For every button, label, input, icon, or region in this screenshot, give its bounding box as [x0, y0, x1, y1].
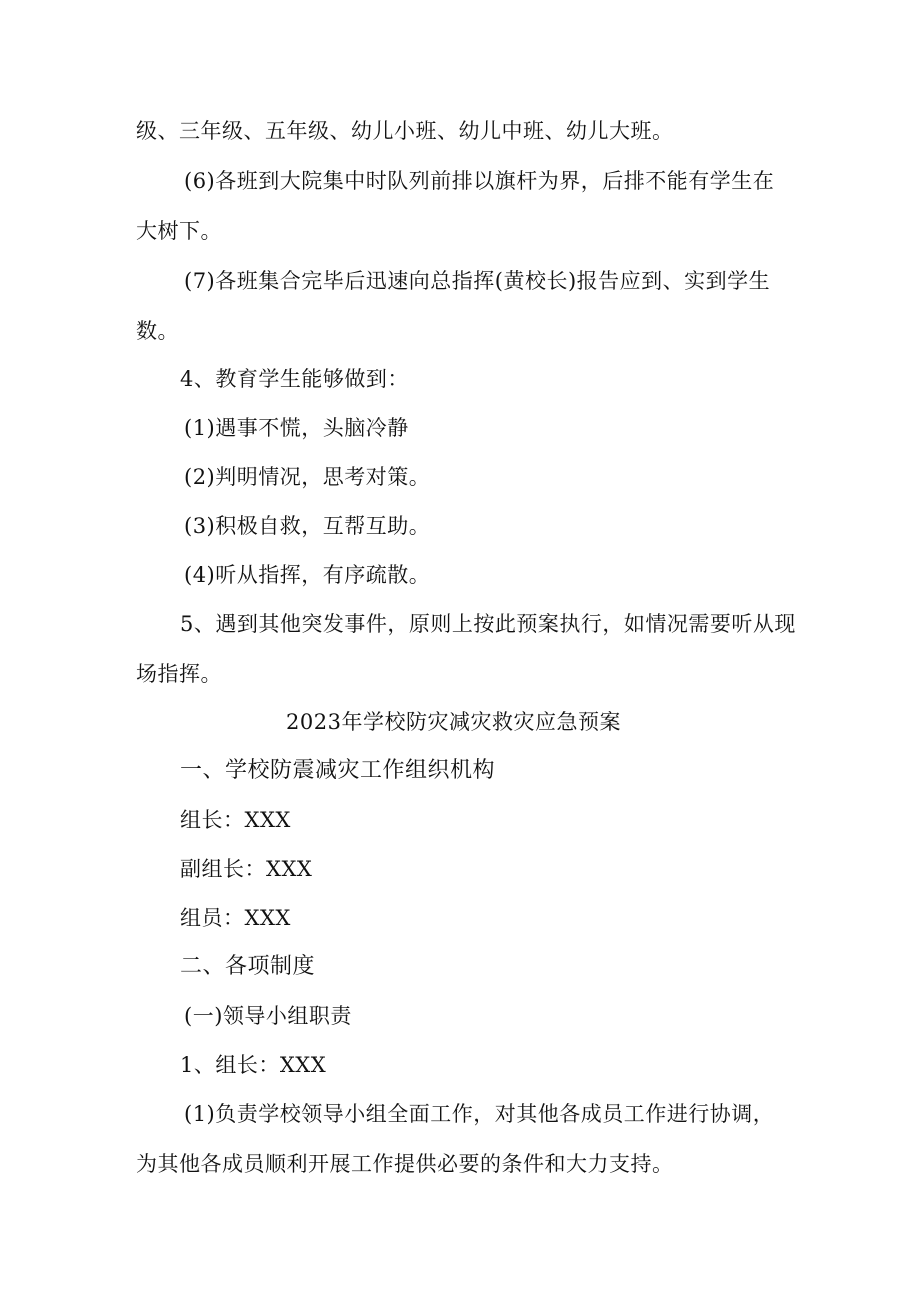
document-title: 2023年学校防灾减灾救灾应急预案: [286, 710, 621, 734]
list-item: (2)判明情况，思考对策。: [184, 465, 431, 489]
paragraph-line: (6)各班到大院集中时队列前排以旗杆为界，后排不能有学生在: [184, 169, 775, 193]
paragraph-line: 组员：XXX: [180, 906, 291, 930]
paragraph-line: 1、组长：XXX: [180, 1053, 327, 1077]
paragraph-line: (7)各班集合完毕后迅速向总指挥(黄校长)报告应到、实到学生: [184, 269, 771, 293]
paragraph-line: (1)负责学校领导小组全面工作，对其他各成员工作进行协调，: [184, 1102, 775, 1126]
paragraph-line: 场指挥。: [136, 662, 222, 686]
section-heading: 一、学校防震减灾工作组织机构: [180, 758, 496, 783]
section-heading: 4、教育学生能够做到：: [180, 367, 409, 391]
paragraph-line: 副组长：XXX: [180, 857, 313, 881]
list-item: (1)遇事不慌，头脑冷静: [184, 416, 409, 440]
list-item: (4)听从指挥，有序疏散。: [184, 563, 431, 587]
section-heading: 二、各项制度: [180, 954, 316, 979]
paragraph-line: 为其他各成员顺利开展工作提供必要的条件和大力支持。: [136, 1152, 674, 1176]
paragraph-line: 数。: [136, 319, 179, 343]
paragraph-line: 组长：XXX: [180, 808, 291, 832]
list-item: (3)积极自救，互帮互助。: [184, 514, 431, 538]
paragraph-line: 大树下。: [136, 219, 222, 243]
paragraph-line: 5、遇到其他突发事件，原则上按此预案执行，如情况需要听从现: [180, 612, 796, 636]
paragraph-line: 级、三年级、五年级、幼儿小班、幼儿中班、幼儿大班。: [136, 119, 674, 143]
subsection-heading: (一)领导小组职责: [184, 1004, 352, 1028]
